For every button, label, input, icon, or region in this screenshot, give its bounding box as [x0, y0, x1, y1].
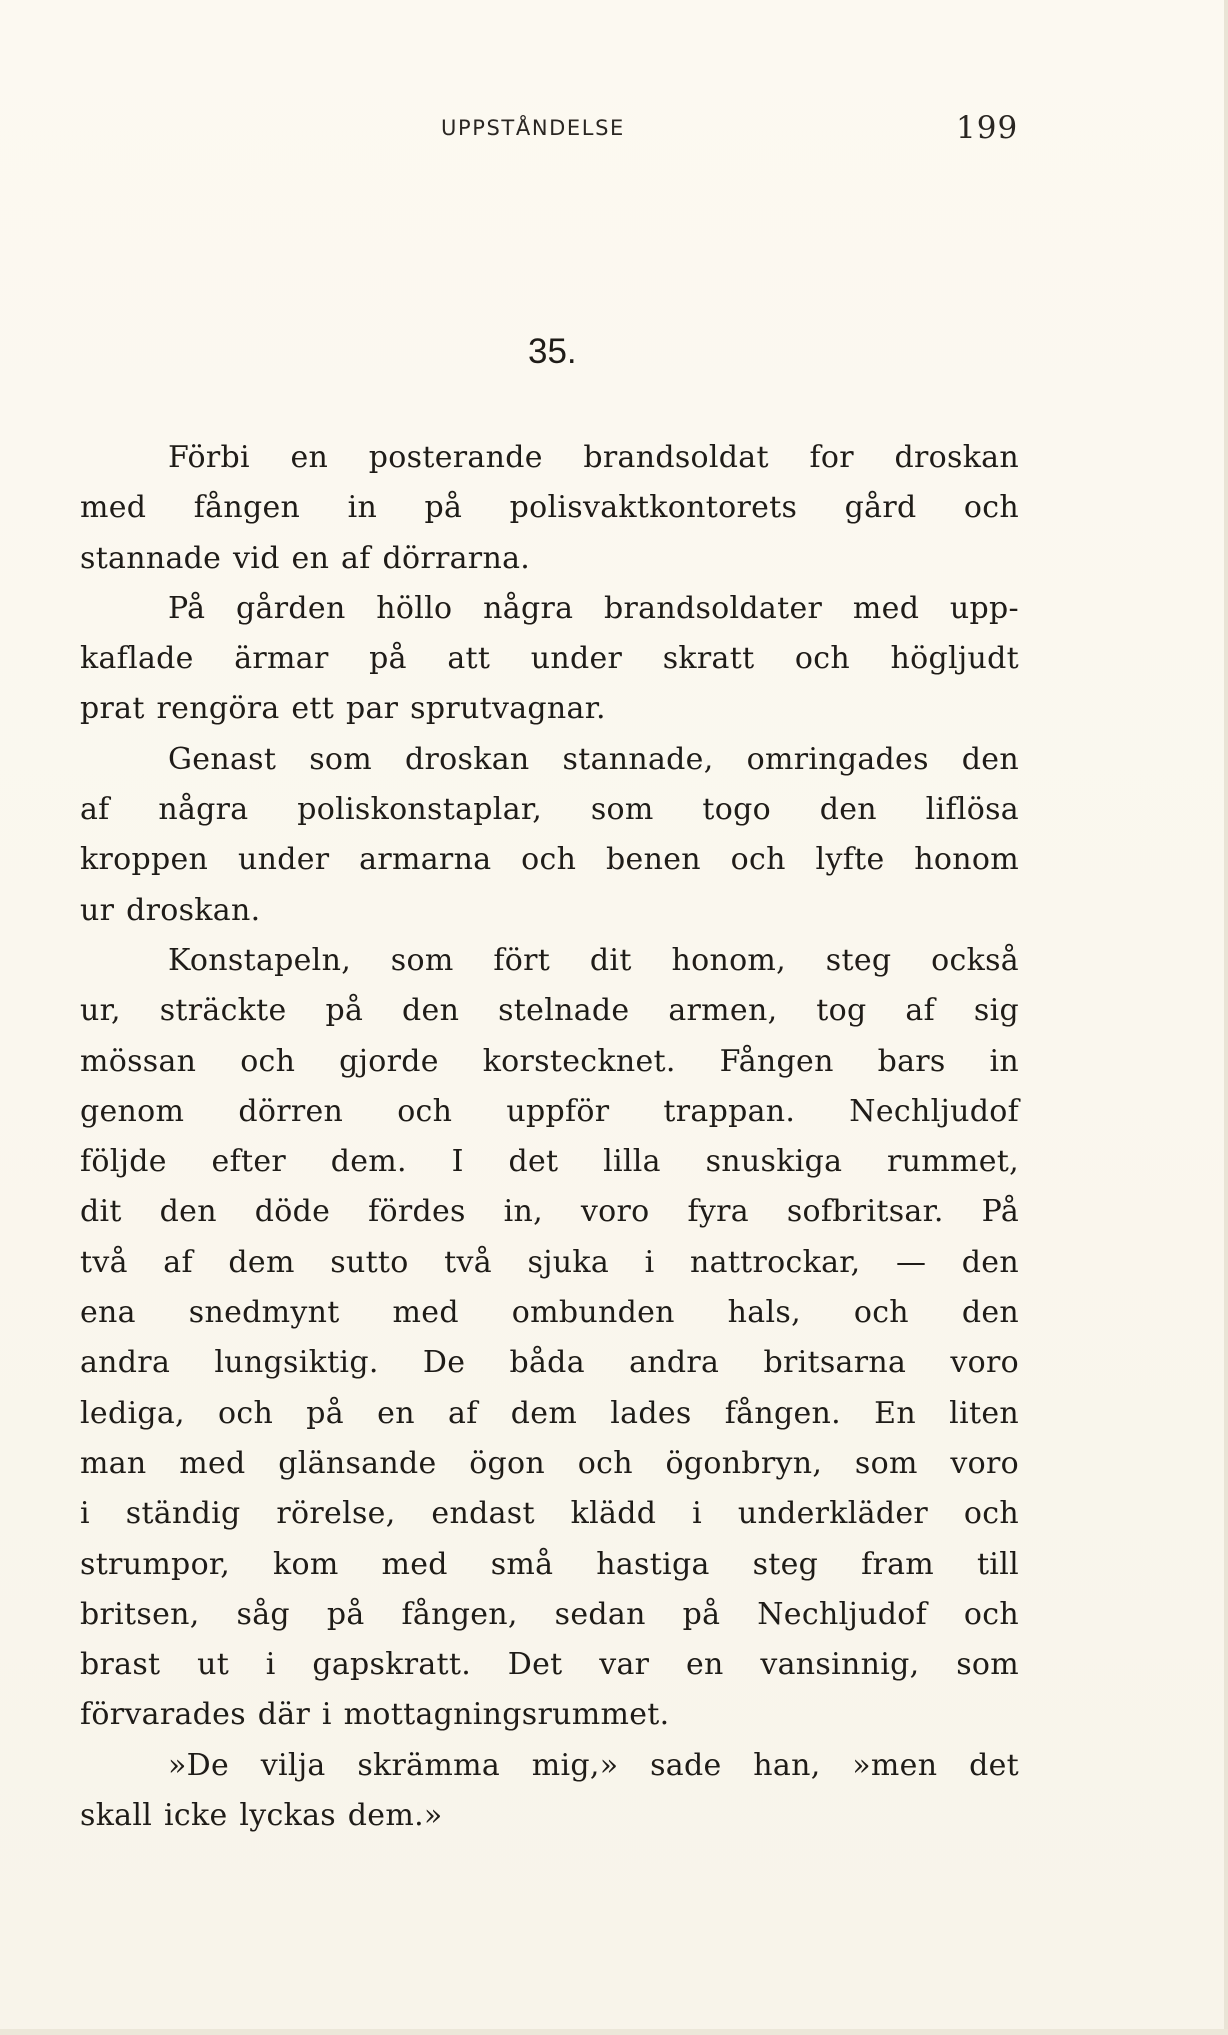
text-line: förvarades där i mottagningsrummet.: [80, 1697, 670, 1733]
text-line: stannade vid en af dörrarna.: [80, 540, 531, 576]
text-line: kroppen under armarna och benen och lyfte honom: [80, 842, 1019, 878]
text-line: På gården höllo några brandsoldater med upp-: [168, 590, 1019, 626]
text-line: ur, sträckte på den stelnade armen, tog af sig: [80, 993, 1019, 1029]
text-line: ur droskan.: [80, 892, 261, 928]
text-line: mössan och gjorde korstecknet. Fången bars in: [80, 1043, 1019, 1079]
page-number: 199: [956, 110, 1019, 146]
text-line: två af dem sutto två sjuka i nattrockar, — den: [80, 1244, 1019, 1280]
page-edge-bottom: [0, 2029, 1228, 2035]
text-line: andra lungsiktig. De båda andra britsarna voro: [80, 1345, 1019, 1381]
text-line: kaflade ärmar på att under skratt och högljudt: [80, 641, 1019, 677]
text-line: af några poliskonstaplar, som togo den liflösa: [80, 792, 1019, 828]
text-line: Genast som droskan stannade, omringades den: [168, 741, 1019, 777]
text-line: genom dörren och uppför trappan. Nechljudof: [80, 1093, 1019, 1129]
text-line: prat rengöra ett par sprutvagnar.: [80, 691, 606, 727]
text-line: skall icke lyckas dem.»: [80, 1798, 443, 1834]
text-line: Konstapeln, som fört dit honom, steg också: [168, 942, 1019, 978]
text-line: dit den döde fördes in, voro fyra sofbritsar. På: [80, 1194, 1019, 1230]
chapter-number: 35.: [528, 332, 577, 371]
text-line: strumpor, kom med små hastiga steg fram till: [80, 1546, 1019, 1582]
text-line: ena snedmynt med ombunden hals, och den: [80, 1295, 1019, 1331]
page-edge-right: [1224, 0, 1228, 2035]
text-line: lediga, och på en af dem lades fången. En liten: [80, 1395, 1019, 1431]
text-line: Förbi en posterande brandsoldat for droskan: [168, 440, 1019, 475]
text-line: man med glänsande ögon och ögonbryn, som voro: [80, 1445, 1019, 1481]
text-line: britsen, såg på fången, sedan på Nechljudof och: [80, 1596, 1019, 1632]
text-line: följde efter dem. I det lilla snuskiga rummet,: [80, 1144, 1019, 1180]
body-text: [80, 433, 1019, 1841]
running-head-title: UPPSTÅNDELSE: [441, 116, 625, 140]
text-line: med fången in på polisvaktkontorets gård och: [80, 490, 1019, 526]
text-line: brast ut i gapskratt. Det var en vansinnig, som: [80, 1647, 1019, 1683]
text-line: »De vilja skrämma mig,» sade han, »men det: [168, 1747, 1019, 1783]
text-line: i ständig rörelse, endast klädd i underkläder och: [80, 1496, 1019, 1532]
